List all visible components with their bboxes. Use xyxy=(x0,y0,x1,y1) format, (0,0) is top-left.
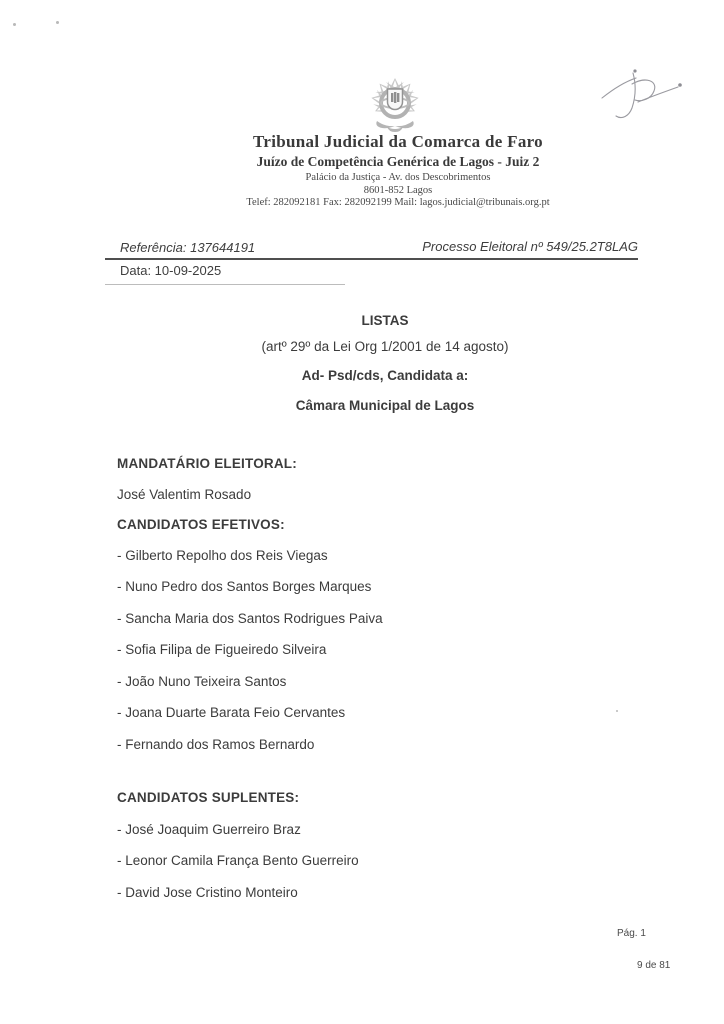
court-division: Juízo de Competência Genérica de Lagos - Juiz 2 xyxy=(256,154,540,169)
legal-reference: (artº 29º da Lei Org 1/2001 de 14 agosto) xyxy=(261,339,509,354)
mandatario-name: José Valentim Rosado xyxy=(117,487,252,502)
list-item: - Leonor Camila França Bento Guerreiro xyxy=(117,853,359,868)
list-item: - Sancha Maria dos Santos Rodrigues Paiva xyxy=(117,611,383,626)
contact-line: Telef: 282092181 Fax: 282092199 Mail: lagos.judicial@tribunais.org.pt xyxy=(246,197,550,208)
address-line-2: 8601-852 Lagos xyxy=(363,185,433,196)
efetivos-heading: CANDIDATOS EFETIVOS: xyxy=(117,517,285,532)
divider-line xyxy=(105,258,638,260)
divider-line-light xyxy=(105,284,345,285)
list-item: - José Joaquim Guerreiro Braz xyxy=(117,822,301,837)
mandatario-heading: MANDATÁRIO ELEITORAL: xyxy=(117,456,297,471)
list-item: - Nuno Pedro dos Santos Borges Marques xyxy=(117,579,372,594)
scan-speck xyxy=(13,23,16,26)
reference-number: Referência: 137644191 xyxy=(120,240,256,255)
candidacy-target: Câmara Municipal de Lagos xyxy=(295,398,475,413)
signature-mark xyxy=(596,64,696,129)
list-item: - João Nuno Teixeira Santos xyxy=(117,674,287,689)
list-item: - Fernando dos Ramos Bernardo xyxy=(117,737,315,752)
court-name: Tribunal Judicial da Comarca de Faro xyxy=(253,132,543,151)
process-number: Processo Eleitoral nº 549/25.2T8LAG xyxy=(422,239,638,254)
sheet-number: 9 de 81 xyxy=(637,960,671,971)
page-number: Pág. 1 xyxy=(617,928,646,939)
address-line-1: Palácio da Justiça - Av. dos Descobrimentos xyxy=(305,172,491,183)
scan-speck xyxy=(616,710,618,712)
party-line: Ad- Psd/cds, Candidata a: xyxy=(301,368,469,383)
page-title: LISTAS xyxy=(361,313,409,328)
list-item: - David Jose Cristino Monteiro xyxy=(117,885,298,900)
suplentes-heading: CANDIDATOS SUPLENTES: xyxy=(117,790,300,805)
list-item: - Gilberto Repolho dos Reis Viegas xyxy=(117,548,328,563)
letterhead xyxy=(110,132,686,208)
list-item: - Sofia Filipa de Figueiredo Silveira xyxy=(117,642,327,657)
list-item: - Joana Duarte Barata Feio Cervantes xyxy=(117,705,346,720)
document-date: Data: 10-09-2025 xyxy=(120,263,222,278)
scan-speck xyxy=(56,21,59,24)
